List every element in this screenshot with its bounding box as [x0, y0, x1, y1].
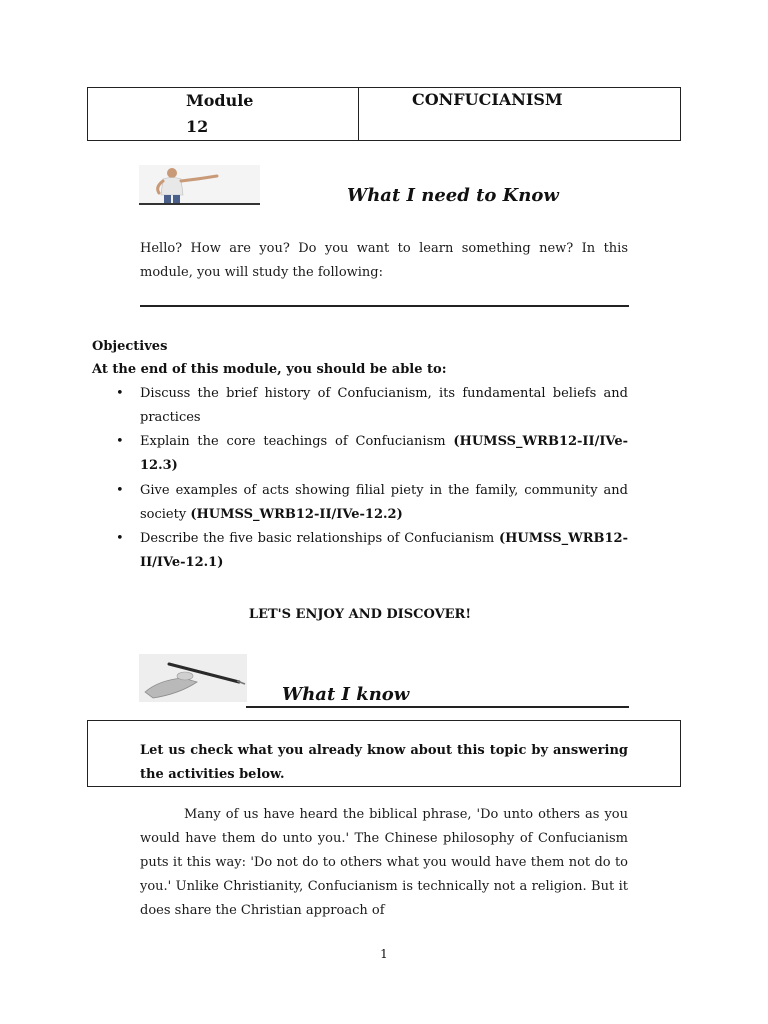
bullet-marker: •	[116, 483, 124, 498]
module-label: Module	[186, 91, 254, 110]
objective-item	[140, 382, 628, 430]
objective-text: Describe the five basic relationships of Confucianism	[140, 531, 499, 546]
enjoy-banner: LET'S ENJOY AND DISCOVER!	[248, 607, 472, 622]
module-number: 12	[186, 117, 209, 136]
module-title: CONFUCIANISM	[412, 90, 563, 109]
objective-item	[140, 430, 628, 478]
objectives-lead: At the end of this module, you should be able to:	[92, 362, 447, 377]
objectives-heading: Objectives	[92, 339, 168, 354]
module-header-table	[87, 87, 681, 141]
objective-text: Explain the core teachings of Confucianism	[140, 434, 454, 449]
section-title-need-to-know: What I need to Know	[347, 185, 559, 206]
header-divider	[358, 88, 359, 140]
section-rule	[140, 305, 629, 307]
bullet-marker: •	[116, 386, 124, 401]
page-number: 1	[380, 947, 388, 961]
objective-text: Discuss the brief history of Confucianism, its fundamental beliefs and practices	[140, 386, 628, 425]
competency-code: (HUMSS_WRB12-II/IVe-12.1)	[140, 531, 628, 570]
objective-item	[140, 479, 628, 527]
objective-item	[140, 527, 628, 575]
pen-icon	[139, 654, 247, 702]
presenter-illustration	[139, 165, 260, 205]
body-paragraph: Many of us have heard the biblical phrase, 'Do unto others as you would have them do unto you.' The Chinese philosophy of Confucianism puts it this way: 'Do not do to others what you would have them not do to you.' Unlike Christianity, Confucianism is technically not a religion. But it does share the Christian approach of	[140, 807, 628, 918]
presenter-icon	[139, 165, 260, 203]
writing-hand-illustration	[139, 654, 247, 702]
bullet-marker: •	[116, 531, 124, 546]
objective-text: Give examples of acts showing filial piety in the family, community and society	[140, 483, 628, 522]
intro-paragraph: Hello? How are you? Do you want to learn something new? In this module, you will study the following:	[140, 241, 628, 280]
bullet-marker: •	[116, 434, 124, 449]
section-title-what-i-know: What I know	[282, 684, 410, 705]
competency-code: (HUMSS_WRB12-II/IVe-12.3)	[140, 434, 628, 473]
activity-box	[87, 720, 681, 787]
competency-code: (HUMSS_WRB12-II/IVe-12.2)	[190, 507, 403, 522]
section-rule	[246, 706, 629, 708]
activity-instruction: Let us check what you already know about this topic by answering the activities below.	[140, 743, 628, 782]
